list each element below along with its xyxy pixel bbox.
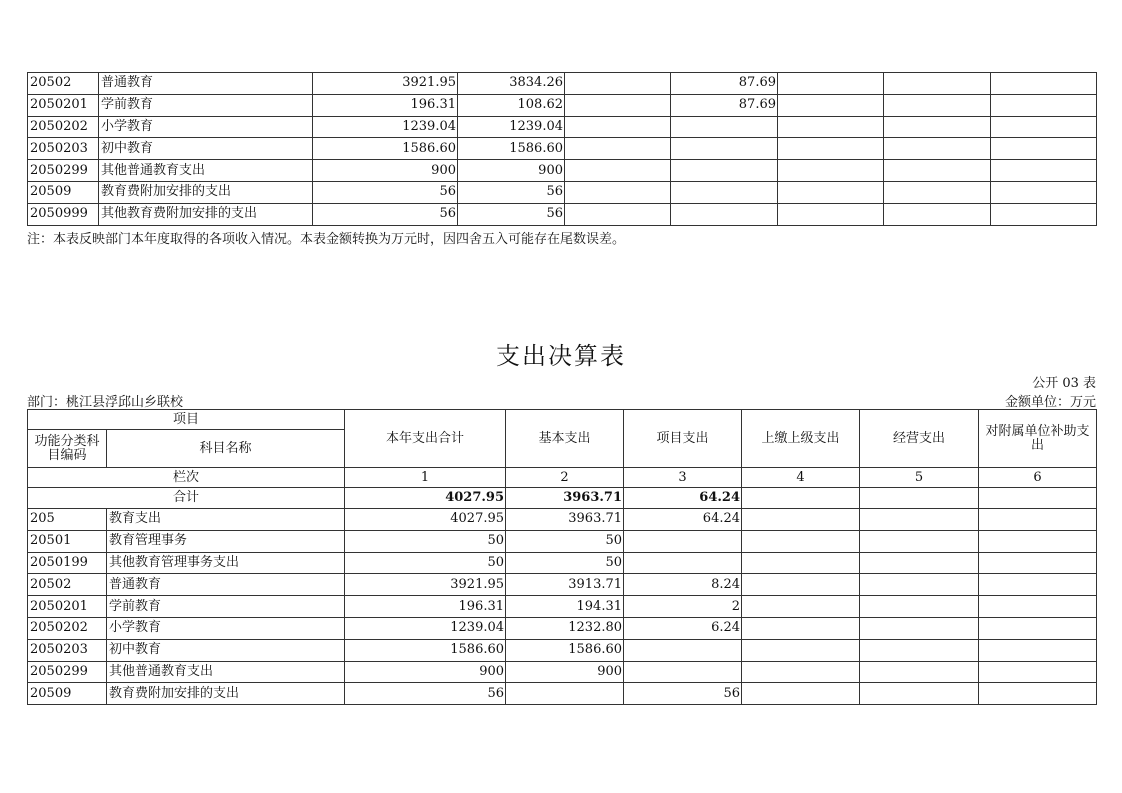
table-note: 注：本表反映部门本年度取得的各项收入情况。本表金额转换为万元时，因四舍五入可能存在尾数误差。 bbox=[27, 232, 626, 247]
col-number-2: 2 bbox=[506, 468, 624, 488]
cell-v2 bbox=[506, 683, 624, 705]
table-row bbox=[28, 617, 1097, 639]
cell-v5 bbox=[860, 661, 979, 683]
cell-v4 bbox=[742, 596, 860, 618]
cell-c3 bbox=[565, 94, 671, 116]
cell-code: 20509 bbox=[28, 683, 107, 705]
cell-c5 bbox=[778, 73, 884, 95]
unit-label: 金额单位：万元 bbox=[1004, 395, 1096, 410]
cell-v4 bbox=[742, 530, 860, 552]
cell-code: 2050202 bbox=[28, 116, 99, 138]
cell-v1: 56 bbox=[345, 683, 506, 705]
cell-code: 2050299 bbox=[28, 160, 99, 182]
cell-v6 bbox=[979, 574, 1097, 596]
cell-name: 学前教育 bbox=[107, 596, 345, 618]
cell-v3 bbox=[624, 552, 742, 574]
cell-name: 普通教育 bbox=[107, 574, 345, 596]
cell-v6 bbox=[979, 639, 1097, 661]
cell-code: 20502 bbox=[28, 574, 107, 596]
cell-name: 教育费附加安排的支出 bbox=[107, 683, 345, 705]
cell-v5 bbox=[860, 530, 979, 552]
cell-v3 bbox=[624, 661, 742, 683]
cell-code: 205 bbox=[28, 509, 107, 531]
header-col-2: 基本支出 bbox=[506, 410, 624, 468]
table-row bbox=[28, 203, 1097, 225]
cell-c7 bbox=[991, 94, 1097, 116]
cell-name: 初中教育 bbox=[99, 138, 313, 160]
cell-v5 bbox=[860, 509, 979, 531]
cell-c3 bbox=[565, 73, 671, 95]
cell-v6 bbox=[979, 661, 1097, 683]
cell-code: 2050999 bbox=[28, 203, 99, 225]
cell-c5 bbox=[778, 203, 884, 225]
header-col-3: 项目支出 bbox=[624, 410, 742, 468]
cell-c6 bbox=[884, 160, 991, 182]
cell-v4 bbox=[742, 552, 860, 574]
cell-c6 bbox=[884, 94, 991, 116]
cell-name: 初中教育 bbox=[107, 639, 345, 661]
cell-c2: 108.62 bbox=[458, 94, 565, 116]
table-row bbox=[28, 530, 1097, 552]
cell-name: 教育支出 bbox=[107, 509, 345, 531]
cell-v1: 1239.04 bbox=[345, 617, 506, 639]
table-row bbox=[28, 639, 1097, 661]
cell-c6 bbox=[884, 138, 991, 160]
cell-code: 20502 bbox=[28, 73, 99, 95]
cell-name: 其他教育管理事务支出 bbox=[107, 552, 345, 574]
cell-v4 bbox=[742, 617, 860, 639]
cell-v3: 56 bbox=[624, 683, 742, 705]
cell-c4 bbox=[671, 116, 778, 138]
income-table-body bbox=[28, 73, 1097, 226]
cell-code: 20501 bbox=[28, 530, 107, 552]
cell-v4 bbox=[742, 509, 860, 531]
cell-c3 bbox=[565, 138, 671, 160]
cell-v6 bbox=[979, 617, 1097, 639]
header-col-5: 经营支出 bbox=[860, 410, 979, 468]
cell-c4: 87.69 bbox=[671, 94, 778, 116]
cell-name: 小学教育 bbox=[99, 116, 313, 138]
cell-v1: 4027.95 bbox=[345, 509, 506, 531]
total-v1: 4027.95 bbox=[345, 488, 506, 509]
cell-c7 bbox=[991, 203, 1097, 225]
cell-c2: 56 bbox=[458, 203, 565, 225]
cell-c7 bbox=[991, 73, 1097, 95]
cell-c5 bbox=[778, 181, 884, 203]
department-label: 部门：桃江县浮邱山乡联校 bbox=[27, 395, 184, 410]
cell-v2: 194.31 bbox=[506, 596, 624, 618]
cell-c3 bbox=[565, 181, 671, 203]
header-col-6: 对附属单位补助支出 bbox=[979, 410, 1097, 468]
cell-code: 2050202 bbox=[28, 617, 107, 639]
cell-c3 bbox=[565, 116, 671, 138]
cell-v5 bbox=[860, 639, 979, 661]
cell-c5 bbox=[778, 160, 884, 182]
cell-v5 bbox=[860, 596, 979, 618]
income-table-continuation bbox=[27, 72, 1097, 226]
cell-v5 bbox=[860, 552, 979, 574]
cell-v6 bbox=[979, 683, 1097, 705]
cell-code: 2050201 bbox=[28, 94, 99, 116]
cell-v1: 3921.95 bbox=[345, 574, 506, 596]
cell-code: 20509 bbox=[28, 181, 99, 203]
cell-v3: 6.24 bbox=[624, 617, 742, 639]
cell-c1: 56 bbox=[313, 203, 458, 225]
cell-v6 bbox=[979, 509, 1097, 531]
cell-c2: 56 bbox=[458, 181, 565, 203]
cell-v2: 3913.71 bbox=[506, 574, 624, 596]
cell-c7 bbox=[991, 160, 1097, 182]
table-row bbox=[28, 160, 1097, 182]
table-row bbox=[28, 94, 1097, 116]
cell-c7 bbox=[991, 116, 1097, 138]
cell-c1: 196.31 bbox=[313, 94, 458, 116]
cell-v3 bbox=[624, 639, 742, 661]
cell-c4: 87.69 bbox=[671, 73, 778, 95]
cell-c1: 56 bbox=[313, 181, 458, 203]
cell-code: 2050199 bbox=[28, 552, 107, 574]
cell-v6 bbox=[979, 530, 1097, 552]
expense-table-body bbox=[28, 509, 1097, 705]
table-row bbox=[28, 683, 1097, 705]
col-number-6: 6 bbox=[979, 468, 1097, 488]
cell-v1: 50 bbox=[345, 530, 506, 552]
cell-c6 bbox=[884, 203, 991, 225]
cell-v2: 3963.71 bbox=[506, 509, 624, 531]
total-v6 bbox=[979, 488, 1097, 509]
cell-c5 bbox=[778, 138, 884, 160]
cell-v5 bbox=[860, 683, 979, 705]
cell-name: 其他普通教育支出 bbox=[99, 160, 313, 182]
cell-c4 bbox=[671, 181, 778, 203]
header-code: 功能分类科目编码 bbox=[28, 430, 107, 468]
cell-name: 其他教育费附加安排的支出 bbox=[99, 203, 313, 225]
cell-c6 bbox=[884, 73, 991, 95]
cell-v6 bbox=[979, 596, 1097, 618]
cell-name: 小学教育 bbox=[107, 617, 345, 639]
table-row bbox=[28, 661, 1097, 683]
col-number-3: 3 bbox=[624, 468, 742, 488]
cell-v5 bbox=[860, 617, 979, 639]
cell-code: 2050201 bbox=[28, 596, 107, 618]
page-title: 支出决算表 bbox=[496, 342, 626, 370]
cell-v4 bbox=[742, 683, 860, 705]
cell-v1: 900 bbox=[345, 661, 506, 683]
total-v3: 64.24 bbox=[624, 488, 742, 509]
cell-v2: 1232.80 bbox=[506, 617, 624, 639]
cell-v2: 50 bbox=[506, 530, 624, 552]
cell-v3 bbox=[624, 530, 742, 552]
cell-c6 bbox=[884, 181, 991, 203]
cell-v2: 900 bbox=[506, 661, 624, 683]
header-col-1: 本年支出合计 bbox=[345, 410, 506, 468]
cell-code: 2050299 bbox=[28, 661, 107, 683]
cell-name: 教育费附加安排的支出 bbox=[99, 181, 313, 203]
cell-v4 bbox=[742, 661, 860, 683]
cell-v4 bbox=[742, 639, 860, 661]
table-row bbox=[28, 574, 1097, 596]
cell-v3: 64.24 bbox=[624, 509, 742, 531]
cell-c2: 3834.26 bbox=[458, 73, 565, 95]
cell-name: 普通教育 bbox=[99, 73, 313, 95]
cell-v1: 196.31 bbox=[345, 596, 506, 618]
expense-table bbox=[27, 409, 1097, 705]
table-row bbox=[28, 116, 1097, 138]
total-v2: 3963.71 bbox=[506, 488, 624, 509]
table-row bbox=[28, 181, 1097, 203]
cell-name: 学前教育 bbox=[99, 94, 313, 116]
header-name: 科目名称 bbox=[107, 430, 345, 468]
total-v5 bbox=[860, 488, 979, 509]
row-index-label: 栏次 bbox=[28, 468, 345, 488]
cell-c2: 900 bbox=[458, 160, 565, 182]
cell-c3 bbox=[565, 203, 671, 225]
total-v4 bbox=[742, 488, 860, 509]
cell-v2: 50 bbox=[506, 552, 624, 574]
cell-v3: 8.24 bbox=[624, 574, 742, 596]
total-label: 合计 bbox=[28, 488, 345, 509]
cell-c4 bbox=[671, 203, 778, 225]
cell-c4 bbox=[671, 138, 778, 160]
cell-v3: 2 bbox=[624, 596, 742, 618]
cell-c1: 3921.95 bbox=[313, 73, 458, 95]
cell-c1: 1586.60 bbox=[313, 138, 458, 160]
cell-c3 bbox=[565, 160, 671, 182]
table-row bbox=[28, 596, 1097, 618]
cell-v2: 1586.60 bbox=[506, 639, 624, 661]
cell-c7 bbox=[991, 138, 1097, 160]
table-row bbox=[28, 73, 1097, 95]
table-row bbox=[28, 138, 1097, 160]
cell-name: 教育管理事务 bbox=[107, 530, 345, 552]
cell-c5 bbox=[778, 116, 884, 138]
table-row bbox=[28, 509, 1097, 531]
cell-c7 bbox=[991, 181, 1097, 203]
header-col-4: 上缴上级支出 bbox=[742, 410, 860, 468]
cell-v4 bbox=[742, 574, 860, 596]
col-number-4: 4 bbox=[742, 468, 860, 488]
cell-c1: 1239.04 bbox=[313, 116, 458, 138]
cell-c2: 1239.04 bbox=[458, 116, 565, 138]
cell-v1: 50 bbox=[345, 552, 506, 574]
cell-c5 bbox=[778, 94, 884, 116]
cell-c1: 900 bbox=[313, 160, 458, 182]
cell-v6 bbox=[979, 552, 1097, 574]
cell-c4 bbox=[671, 160, 778, 182]
cell-c2: 1586.60 bbox=[458, 138, 565, 160]
cell-code: 2050203 bbox=[28, 138, 99, 160]
cell-v5 bbox=[860, 574, 979, 596]
col-number-5: 5 bbox=[860, 468, 979, 488]
col-number-1: 1 bbox=[345, 468, 506, 488]
cell-name: 其他普通教育支出 bbox=[107, 661, 345, 683]
cell-code: 2050203 bbox=[28, 639, 107, 661]
form-code: 公开 03 表 bbox=[1032, 376, 1096, 391]
header-item: 项目 bbox=[28, 410, 345, 430]
cell-c6 bbox=[884, 116, 991, 138]
table-row bbox=[28, 552, 1097, 574]
cell-v1: 1586.60 bbox=[345, 639, 506, 661]
